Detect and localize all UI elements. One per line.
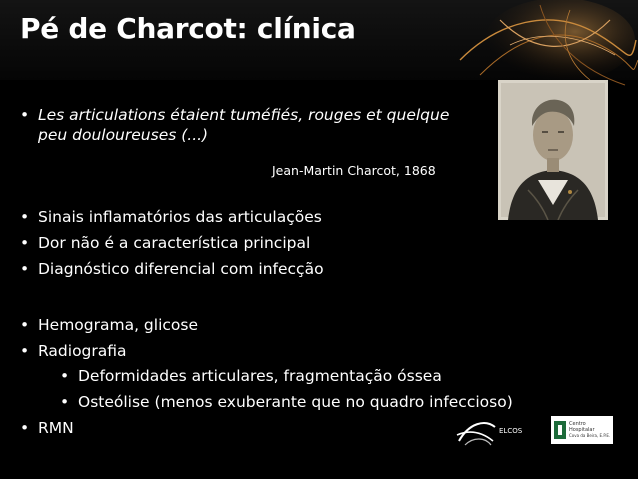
sub-list-item xyxy=(60,392,513,412)
list-item xyxy=(20,418,74,438)
hospital-logo xyxy=(551,416,613,444)
list-item xyxy=(20,315,199,335)
list-item xyxy=(20,341,127,361)
list-item-label: Dor não é a característica principal xyxy=(38,234,311,252)
hospital-line-3: Cova da Beira, E.P.E. xyxy=(569,433,611,438)
sub-list-item-label: Deformidades articulares, fragmentação óssea xyxy=(78,367,442,385)
bullet-dot: • xyxy=(60,367,70,385)
list-item-label: Hemograma, glicose xyxy=(38,316,199,334)
bullet-dot: • xyxy=(60,393,70,411)
quote-bullet xyxy=(20,105,458,145)
list-item xyxy=(20,259,324,279)
bullet-dot: • xyxy=(20,234,30,252)
list-item xyxy=(20,207,322,227)
list-item-label: Sinais inflamatórios das articulações xyxy=(38,208,322,226)
bullet-dot: • xyxy=(20,419,30,437)
bullet-dot: • xyxy=(20,342,30,360)
slide-title: Pé de Charcot: clínica xyxy=(20,12,356,45)
decorative-swirl xyxy=(440,0,638,92)
charcot-quote: Les articulations étaient tuméfiés, rouges et quelque peu douloureuses (...) xyxy=(38,106,450,144)
hospital-line-1: Centro xyxy=(569,421,586,427)
bullet-dot: • xyxy=(20,208,30,226)
sub-list-item xyxy=(60,366,442,386)
bullet-dot: • xyxy=(20,260,30,278)
list-item-label: RMN xyxy=(38,419,74,437)
sub-list-item-label: Osteólise (menos exuberante que no quadro infeccioso) xyxy=(78,393,513,411)
bullet-dot: • xyxy=(20,106,30,124)
quote-attribution: Jean-Martin Charcot, 1868 xyxy=(272,163,436,178)
hospital-emblem-icon xyxy=(551,416,613,444)
charcot-portrait xyxy=(498,80,608,220)
list-item-label: Radiografia xyxy=(38,342,127,360)
list-item-label: Diagnóstico diferencial com infecção xyxy=(38,260,324,278)
elcos-wordmark: ELCOS xyxy=(499,427,523,435)
hospital-line-2: Hospitalar xyxy=(569,427,595,433)
bullet-dot: • xyxy=(20,316,30,334)
elcos-logo xyxy=(455,415,545,449)
list-item xyxy=(20,233,311,253)
